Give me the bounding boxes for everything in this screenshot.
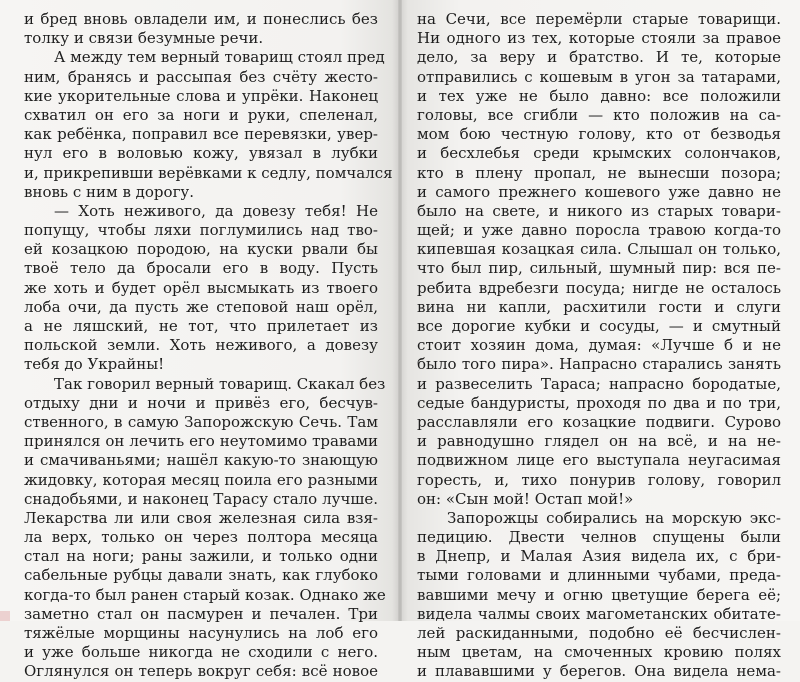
- text-line: и, прикрепивши верёвками к седлу, помчался: [24, 163, 393, 182]
- text-line: горесть, и, тихо понурив голову, говорил: [417, 470, 781, 489]
- text-line: как ребёнка, поправил все перевязки, увер-: [24, 125, 378, 144]
- text-line: ребита вдребезги посуда; нигде не осталось: [417, 278, 781, 297]
- text-line: твоё тело да бросали его в воду. Пусть: [24, 259, 378, 278]
- text-line: тыми головами и длинными чубами, преда-: [417, 566, 781, 585]
- book-gutter: [398, 0, 402, 621]
- text-line: жидовку, которая месяц поила его разными: [24, 470, 378, 489]
- text-line: когда-то был ранен старый козак. Однако же: [24, 585, 386, 604]
- text-line: ственного, в самую Запорожскую Сечь. Там: [24, 412, 378, 431]
- left-page-text: [24, 10, 393, 682]
- text-line: и тех уже не было давно: все положили: [417, 86, 781, 105]
- text-line: и бесхлебья среди крымских солончаков,: [417, 144, 781, 163]
- text-line: видела чалмы своих магометанских обитате-: [417, 604, 781, 623]
- text-line: щей; и уже давно поросла травою когда-то: [417, 221, 781, 240]
- text-line: и самого прежнего кошевого уже давно не: [417, 182, 781, 201]
- text-line: в Днепр, и Малая Азия видела их, с бри-: [417, 547, 781, 566]
- text-line: и равнодушно глядел он на всё, и на не-: [417, 432, 781, 451]
- text-line: на Сечи, все перемёрли старые товарищи.: [417, 10, 781, 28]
- text-line: толку и связи безумные речи.: [24, 29, 264, 48]
- text-line: седые бандуристы, проходя по два и по три,: [417, 393, 781, 412]
- text-line: нул его в воловью кожу, увязал в лубки: [24, 144, 378, 163]
- text-line: педицию. Двести челнов спущены были: [417, 528, 781, 547]
- text-line: и смачиваньями; нашёл какую-то знающую: [24, 451, 378, 470]
- text-line: и развеселить Тараса; напрасно бородатые,: [417, 374, 781, 393]
- text-line: все дорогие кубки и сосуды, — и смутный: [417, 317, 781, 335]
- text-line: тебя до Украйны!: [24, 355, 165, 374]
- text-line: расславляли его козацкие подвиги. Сурово: [417, 412, 781, 431]
- text-line: кто в плену пропал, не вынесши позора;: [417, 163, 781, 182]
- text-line: было на свете, и никого из старых товари-: [417, 201, 781, 220]
- text-line: Лекарства ли или своя железная сила взя-: [24, 508, 378, 527]
- text-line: ла верх, только он через полтора месяца: [24, 528, 378, 547]
- right-page: [400, 0, 800, 681]
- text-line: мом бою честную голову, кто от безводья: [417, 125, 781, 144]
- right-page-text: [417, 10, 781, 682]
- text-line: А между тем верный товарищ стоял пред: [54, 48, 385, 67]
- text-line: ным цветам, на смоченных кровию полях: [417, 643, 781, 662]
- text-line: попущу, чтобы ляхи поглумились над тво-: [24, 221, 378, 240]
- text-line: вавшими мечу и огню цветущие берега её;: [417, 585, 781, 604]
- text-line: Так говорил верный товарищ. Скакал без: [54, 374, 386, 393]
- text-line: он: «Сын мой! Остап мой!»: [417, 489, 634, 508]
- text-line: стал на ноги; раны зажили, и только одни: [24, 547, 378, 566]
- text-line: дело, за веру и братство. И те, которые: [417, 48, 781, 67]
- text-line: сабельные рубцы давали знать, как глубоко: [24, 566, 378, 585]
- text-line: и уже больше никогда не сходили с него.: [24, 643, 378, 662]
- text-line: принялся он лечить его неутомимо травами: [24, 432, 378, 451]
- text-line: Запорожцы собирались на морскую экс-: [447, 508, 781, 527]
- text-line: отдыху дни и ночи и привёз его, бесчув-: [24, 393, 378, 412]
- text-line: снадобьями, и наконец Тарасу стало лучше.: [24, 489, 378, 508]
- text-line: Оглянулся он теперь вокруг себя: всё новое: [24, 662, 378, 681]
- text-line: а не ляшский, не тот, что прилетает из: [24, 317, 378, 335]
- text-line: тяжёлые морщины насунулись на лоб его: [24, 624, 378, 642]
- left-page: [0, 0, 400, 681]
- text-line: кипевшая козацкая сила. Слышал он только,: [417, 240, 781, 259]
- text-line: польской земли. Хоть неживого, а довезу: [24, 336, 378, 355]
- text-line: что был пир, сильный, шумный пир: вся пе-: [417, 259, 781, 278]
- text-line: же хоть и будет орёл высмыкать из твоего: [24, 278, 378, 297]
- text-line: и бред вновь овладели им, и понеслись без: [24, 10, 378, 28]
- text-line: лей раскиданными, подобно её бесчислен-: [417, 624, 781, 642]
- text-line: вновь с ним в дорогу.: [24, 182, 195, 201]
- text-line: — Хоть неживого, да довезу тебя! Не: [54, 201, 378, 220]
- text-line: ним, бранясь и рассыпая без счёту жесто-: [24, 67, 378, 86]
- text-line: лоба очи, да пусть же степовой наш орёл,: [24, 297, 378, 316]
- text-line: вина ни капли, расхитили гости и слуги: [417, 297, 781, 316]
- text-line: стоит хозяин дома, думая: «Лучше б и не: [417, 336, 781, 355]
- text-line: было того пира». Напрасно старались занять: [417, 355, 781, 374]
- text-line: и плававшими у берегов. Она видела нема-: [417, 662, 781, 681]
- text-line: головы, все сгибли — кто положив на са-: [417, 105, 781, 124]
- text-line: ей козацкою породою, на куски рвали бы: [24, 240, 378, 259]
- text-line: отправились с кошевым в угон за татарами,: [417, 67, 781, 86]
- text-line: заметно стал он пасмурен и печален. Три: [24, 604, 378, 623]
- text-line: кие укорительные слова и упрёки. Наконец: [24, 86, 378, 105]
- text-line: подвижном лице его выступала неугасимая: [417, 451, 781, 470]
- text-line: схватил он его за ноги и руки, спеленал,: [24, 105, 378, 124]
- text-line: Ни одного из тех, которые стояли за правое: [417, 29, 781, 48]
- page-corner-mark: [0, 611, 10, 621]
